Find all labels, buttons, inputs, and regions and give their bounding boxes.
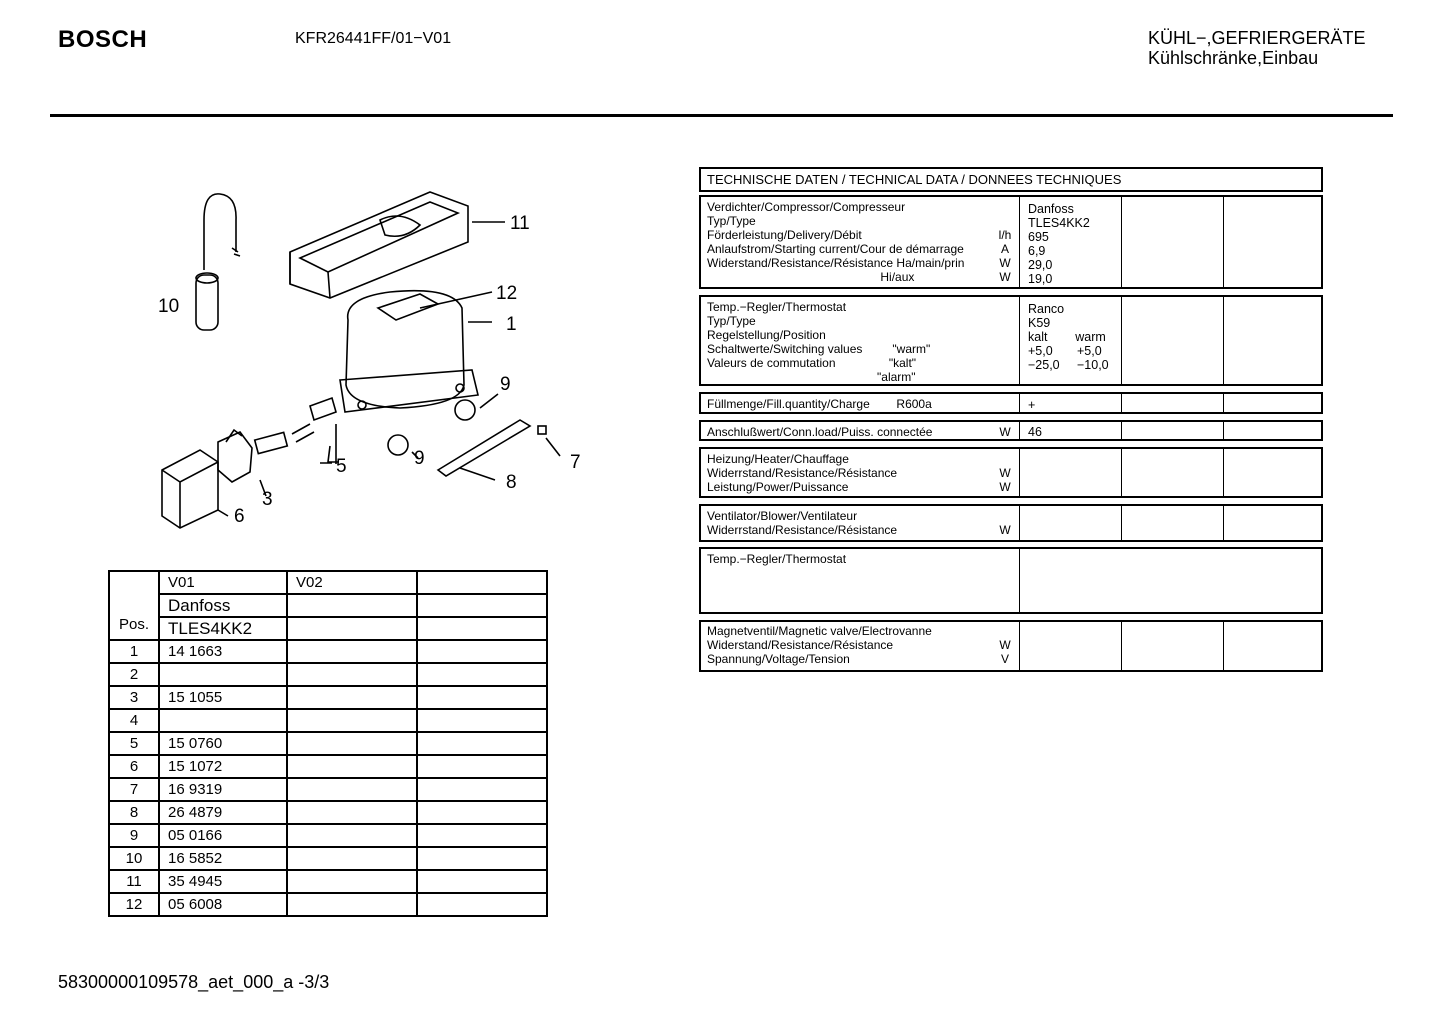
callout-6: 6 — [234, 506, 245, 527]
v01-cell: 05 6008 — [159, 893, 287, 916]
table-row — [109, 709, 547, 732]
extra-cell — [417, 686, 547, 709]
extra-cell — [417, 778, 547, 801]
v01-cell: 14 1663 — [159, 640, 287, 663]
table-row — [109, 847, 547, 870]
col-empty-header — [417, 571, 547, 594]
fan-units: W — [999, 523, 1011, 537]
v01-cell: 15 1055 — [159, 686, 287, 709]
part-rail — [438, 420, 546, 476]
tech-valve — [699, 620, 1323, 672]
tech-heater — [699, 447, 1323, 498]
tech-thermostat — [699, 295, 1323, 386]
brand-logo: BOSCH — [58, 26, 148, 53]
table-row — [109, 686, 547, 709]
callout-12: 12 — [496, 283, 518, 304]
thermostat-values: Ranco K59 kalt warm +5,0 +5,0 −25,0 −10,0 — [1028, 302, 1109, 372]
charge-value: + — [1028, 398, 1036, 412]
col-v02-header: V02 — [287, 571, 417, 594]
v01-cell: 15 1072 — [159, 755, 287, 778]
fan-labels: Ventilator/Blower/Ventilateur Widerrstand/Resistance/Résistance — [707, 509, 898, 537]
extra-cell — [417, 709, 547, 732]
compressor-units: l/h A W W — [998, 228, 1012, 284]
v01-cell — [159, 709, 287, 732]
v01-cell: 26 4879 — [159, 801, 287, 824]
part-relay — [218, 430, 252, 482]
pos-cell: 11 — [109, 870, 159, 893]
v02-cell — [287, 801, 417, 824]
part-clamp — [255, 398, 336, 454]
part-cover — [290, 192, 468, 298]
v02-cell — [287, 686, 417, 709]
extra-cell — [417, 824, 547, 847]
callout-8: 8 — [506, 472, 517, 493]
heater-labels: Heizung/Heater/Chauffage Widerrstand/Resistance/Résistance Leistung/Power/Puissance — [707, 452, 898, 494]
v01-cell: 16 5852 — [159, 847, 287, 870]
v02-cell — [287, 778, 417, 801]
part-relay-cover — [162, 450, 218, 528]
v02-cell — [287, 847, 417, 870]
pos-cell: 6 — [109, 755, 159, 778]
v02-cell — [287, 870, 417, 893]
pos-cell: 1 — [109, 640, 159, 663]
v02-cell — [287, 709, 417, 732]
part-compressor — [340, 291, 478, 412]
table-header-row — [109, 571, 547, 594]
pos-cell: 8 — [109, 801, 159, 824]
table-row — [109, 755, 547, 778]
table-row — [109, 801, 547, 824]
table-row — [109, 663, 547, 686]
callout-9: 9 — [500, 374, 511, 395]
v01-cell: 15 0760 — [159, 732, 287, 755]
pos-cell: 5 — [109, 732, 159, 755]
compressor-make: Danfoss — [159, 594, 287, 617]
table-row — [109, 778, 547, 801]
v01-cell: 05 0166 — [159, 824, 287, 847]
pos-cell: 10 — [109, 847, 159, 870]
tech-thermostat2 — [699, 547, 1323, 614]
compressor-values: Danfoss TLES4KK2 695 6,9 29,0 19,0 — [1028, 202, 1090, 286]
v02-cell — [287, 824, 417, 847]
header-divider — [50, 114, 1393, 117]
extra-cell — [417, 801, 547, 824]
category — [1148, 28, 1366, 68]
valve-labels: Magnetventil/Magnetic valve/Electrovanne Widerstand/Resistance/Résistance Spannung/Voltage/Tension — [707, 624, 932, 666]
callout-1: 1 — [506, 314, 517, 335]
table-row — [109, 640, 547, 663]
callout-11: 11 — [510, 213, 530, 234]
extra-cell — [417, 732, 547, 755]
exploded-parts-diagram — [100, 180, 600, 540]
pos-cell: 12 — [109, 893, 159, 916]
callout-3: 3 — [262, 489, 273, 510]
part-grommet — [388, 435, 408, 455]
v02-cell — [287, 640, 417, 663]
category-line2: Kühlschränke,Einbau — [1148, 48, 1319, 68]
charge-label: Füllmenge/Fill.quantity/Charge R600a — [707, 397, 932, 411]
valve-units: W V — [999, 638, 1011, 666]
table-row — [109, 732, 547, 755]
tech-load — [699, 420, 1323, 441]
extra-cell — [417, 640, 547, 663]
v02-cell — [287, 893, 417, 916]
v02-cell — [287, 663, 417, 686]
document-id: 58300000109578_aet_000_a -3/3 — [58, 972, 330, 992]
pos-cell: 7 — [109, 778, 159, 801]
callout-5: 5 — [336, 456, 347, 477]
part-grommet — [455, 400, 475, 420]
tech-title: TECHNISCHE DATEN / TECHNICAL DATA / DONNEES TECHNIQUES — [699, 167, 1323, 192]
table-row — [109, 617, 547, 640]
pos-cell: 2 — [109, 663, 159, 686]
pos-cell: 3 — [109, 686, 159, 709]
parts-table — [108, 570, 548, 917]
pos-cell: 9 — [109, 824, 159, 847]
extra-cell — [417, 755, 547, 778]
v02-cell — [287, 755, 417, 778]
col-v01-header: V01 — [159, 571, 287, 594]
model-number: KFR26441FF/01−V01 — [295, 30, 452, 47]
load-value: 46 — [1028, 425, 1042, 439]
table-row — [109, 824, 547, 847]
callout-10: 10 — [158, 296, 180, 317]
tech-compressor — [699, 195, 1323, 289]
part-capacitor — [196, 194, 240, 330]
load-unit: W — [999, 425, 1011, 439]
callout-7: 7 — [570, 452, 581, 473]
pos-cell: 4 — [109, 709, 159, 732]
v01-cell: 35 4945 — [159, 870, 287, 893]
table-row — [109, 870, 547, 893]
table-row — [109, 594, 547, 617]
extra-cell — [417, 847, 547, 870]
callout-9b: 9 — [414, 448, 425, 469]
compressor-type: TLES4KK2 — [159, 617, 287, 640]
v02-cell — [287, 732, 417, 755]
extra-cell — [417, 893, 547, 916]
v01-cell: 16 9319 — [159, 778, 287, 801]
tech-fan — [699, 504, 1323, 542]
extra-cell — [417, 870, 547, 893]
heater-units: W W — [999, 466, 1011, 494]
table-row — [109, 893, 547, 916]
load-label: Anschlußwert/Conn.load/Puiss. connectée — [707, 425, 933, 439]
category-line1: KÜHL−,GEFRIERGERÄTE — [1148, 28, 1366, 48]
tech-charge — [699, 392, 1323, 414]
v01-cell — [159, 663, 287, 686]
thermostat-labels: Temp.−Regler/Thermostat Typ/Type Regelstellung/Position Schaltwerte/Switching values "warm" Valeurs de commutation "kalt" "alarm" — [707, 300, 931, 384]
compressor-labels: Verdichter/Compressor/Compresseur Typ/Type Förderleistung/Delivery/Débit Anlaufstrom/Starting current/Cour de démarrage Widerstand/Resistance/Résistance Ha/main/prin Hi/aux — [707, 200, 965, 284]
extra-cell — [417, 663, 547, 686]
thermostat2-labels: Temp.−Regler/Thermostat — [707, 552, 847, 566]
pos-header: Pos. — [109, 571, 159, 640]
